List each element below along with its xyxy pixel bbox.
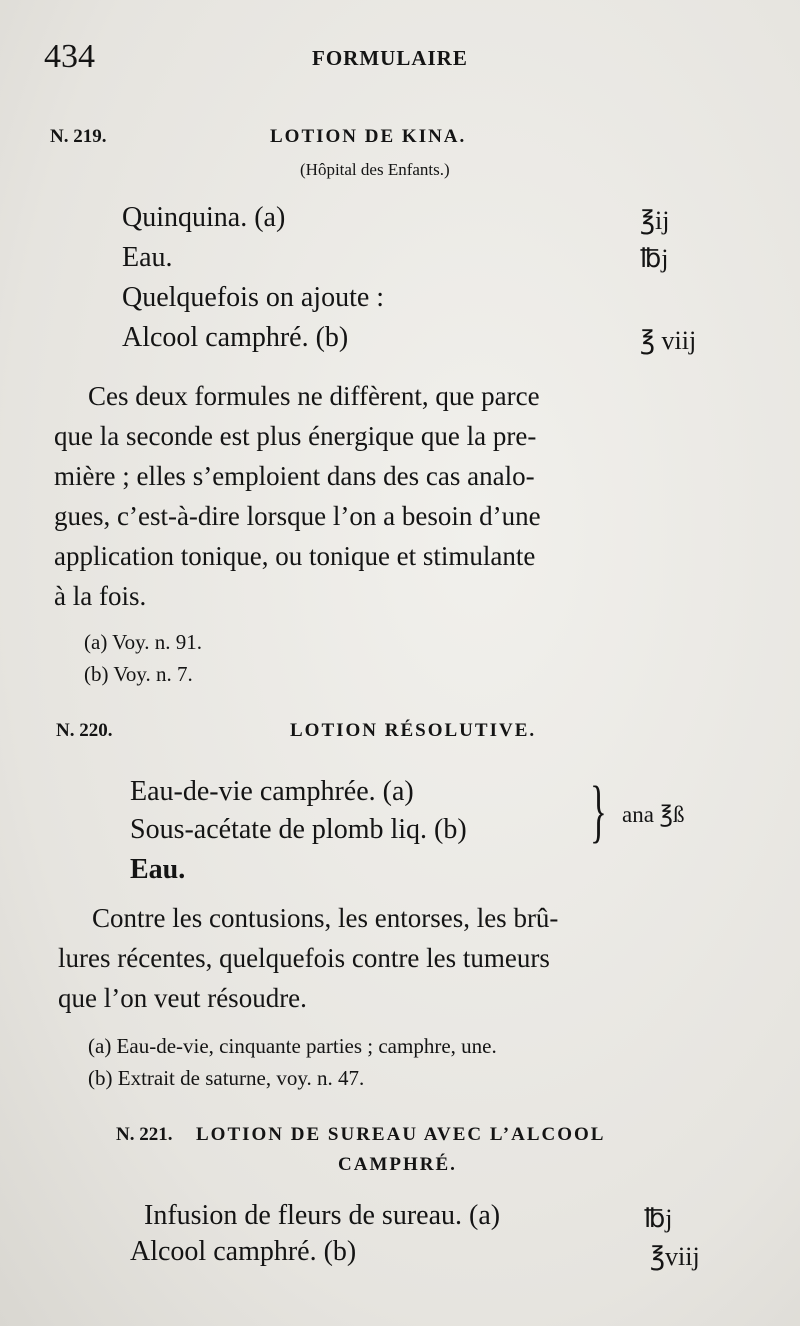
entry-220-paragraph-line-1: Contre les contusions, les entorses, les brû- (92, 903, 559, 933)
entry-220-note-b: (b) Extrait de saturne, voy. n. 47. (88, 1066, 365, 1090)
entry-219-paragraph-line-4: gues, c’est-à-dire lorsque l’on a besoin d’une (54, 501, 541, 531)
ingredient-eau: Eau. (122, 242, 173, 273)
entry-221-number: N. 221. (116, 1124, 173, 1145)
entry-219-paragraph-line-1: Ces deux formules ne diffèrent, que parce (88, 381, 540, 411)
ingredient-sous-acetate: Sous-acétate de plomb liq. (b) (130, 814, 467, 845)
running-head: FORMULAIRE (312, 46, 468, 70)
entry-221-title-line-2: CAMPHRÉ. (338, 1154, 457, 1175)
entry-219-title: LOTION DE KINA. (270, 126, 467, 147)
dose-eau: ℔j (640, 244, 669, 273)
ingredient-alcool-camphre: Alcool camphré. (b) (122, 322, 349, 353)
entry-219-note-b: (b) Voy. n. 7. (84, 662, 193, 686)
ingredient-eau-220: Eau. (130, 854, 186, 885)
dose-alcool-camphre-221: ℥viij (650, 1242, 700, 1271)
ingredient-quinquina: Quinquina. (a) (122, 202, 286, 233)
ingredient-note-ajoute: Quelquefois on ajoute : (122, 282, 385, 313)
page-number: 434 (44, 38, 95, 75)
dose-group-ana: ana ℥ß (622, 802, 685, 827)
entry-219-note-a: (a) Voy. n. 91. (84, 630, 203, 654)
entry-220-paragraph-line-2: lures récentes, quelquefois contre les tumeurs (58, 943, 550, 973)
entry-219-source: (Hôpital des Enfants.) (300, 160, 450, 179)
dose-quinquina: ℥ij (640, 206, 670, 235)
entry-219-paragraph-line-5: application tonique, ou tonique et stimulante (54, 541, 536, 571)
dose-infusion-sureau: ℔j (644, 1204, 673, 1233)
ingredient-eau-de-vie: Eau-de-vie camphrée. (a) (130, 776, 414, 807)
entry-219-paragraph-line-6: à la fois. (54, 581, 147, 611)
ingredient-alcool-camphre-221: Alcool camphré. (b) (130, 1236, 357, 1267)
entry-219-paragraph-line-3: mière ; elles s’emploient dans des cas analo- (54, 461, 535, 491)
entry-220-title: LOTION RÉSOLUTIVE. (290, 720, 537, 741)
entry-220-paragraph-line-3: que l’on veut résoudre. (58, 983, 307, 1013)
entry-220-note-a: (a) Eau-de-vie, cinquante parties ; camphre, une. (88, 1034, 497, 1058)
ingredient-infusion-sureau: Infusion de fleurs de sureau. (a) (144, 1200, 501, 1231)
dose-alcool-camphre: ℥ viij (640, 326, 697, 355)
grouping-brace: } (590, 773, 607, 850)
entry-219-number: N. 219. (50, 126, 107, 147)
entry-221-title-line-1: LOTION DE SUREAU AVEC L’ALCOOL (196, 1124, 606, 1145)
entry-219-paragraph-line-2: que la seconde est plus énergique que la pre- (54, 421, 537, 451)
entry-220-number: N. 220. (56, 720, 113, 741)
